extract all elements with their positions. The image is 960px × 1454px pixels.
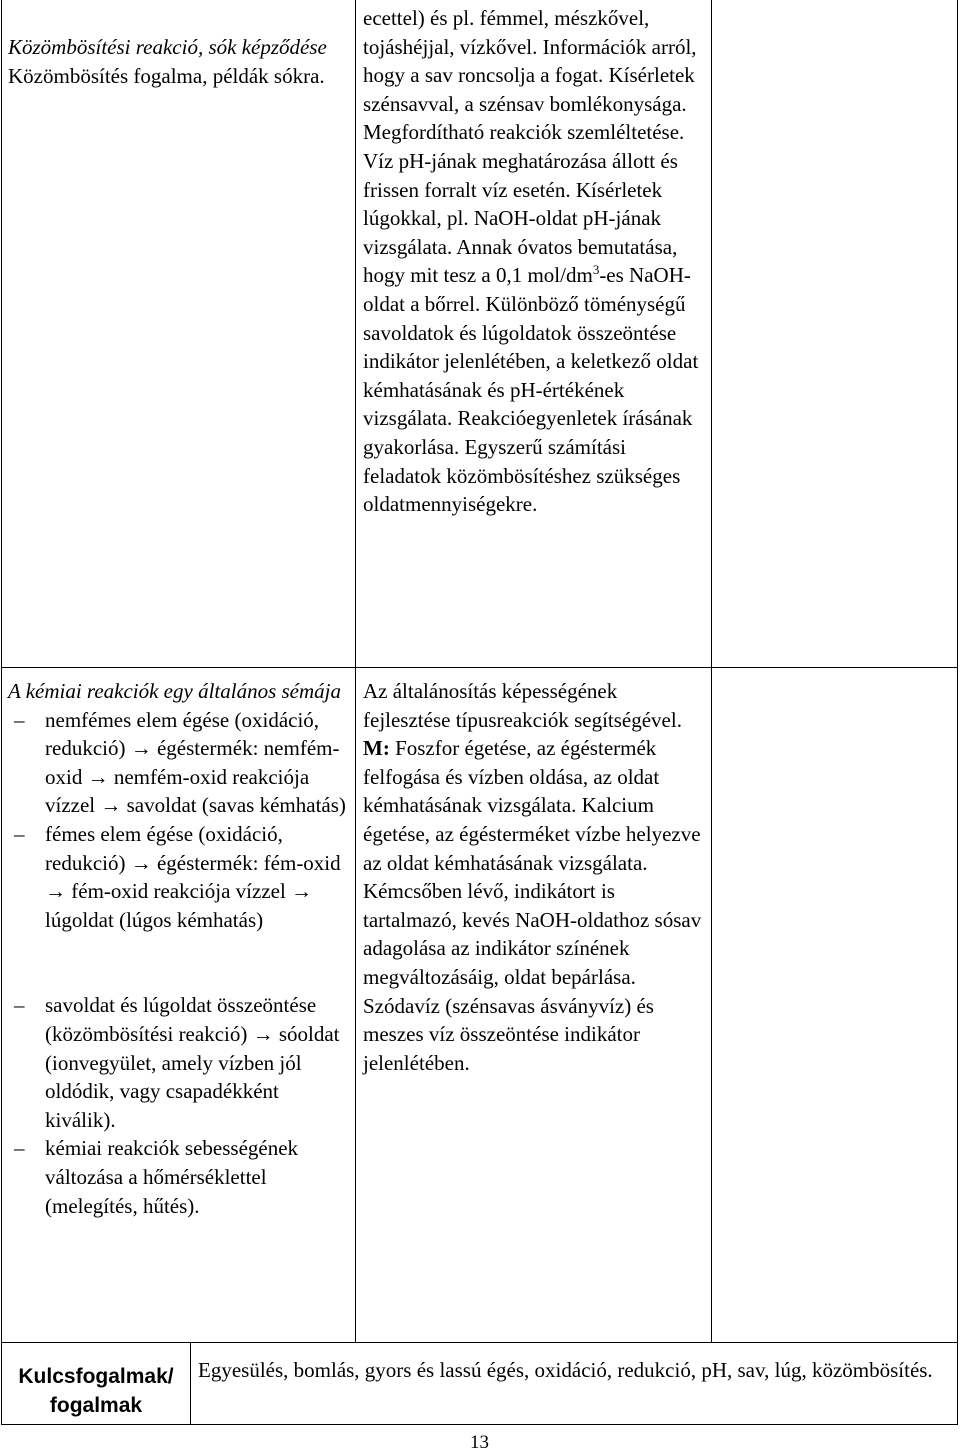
key-concepts-label: Kulcsfogalmak/ fogalmak — [18, 1365, 174, 1417]
key-concepts-text: Egyesülés, bomlás, gyors és lassú égés, oxidáció, redukció, pH, sav, lúg, közömbösítés. — [198, 1358, 933, 1382]
example-label: M: — [363, 736, 390, 761]
list-item: – savoldat és lúgoldat összeöntése (közömbösítési reakció) → sóoldat (ionvegyület, amely vízben jól oldódik, vagy csapadékként kiválik). — [14, 993, 340, 1132]
table-row-divider — [1, 1342, 958, 1343]
table-border-kulcs — [190, 1342, 191, 1424]
page-number: 13 — [470, 1432, 489, 1453]
activities-text: ecettel) és pl. fémmel, mészkővel, tojáshéjjal, vízkővel. Információk arról, hogy a sav roncsolja a fogat. Kísérletek szénsavval, a szénsav bomlékonysága. Megfordítható reakciók szemléltetése. Víz pH-jának meghatározása állott és frissen forralt víz esetén. Kísérletek lúgokkal, pl. NaOH-oldat pH-jának vizsgálata. Annak óvatos bemutatása, hogy mit tesz a 0,1 mol/dm — [363, 6, 697, 288]
table-border-left — [1, 0, 2, 1424]
table-bottom-border — [1, 1424, 958, 1425]
topic-text: Közömbösítés fogalma, példák sókra. — [8, 63, 325, 88]
table-border-col2 — [711, 0, 712, 1342]
table-border-col1 — [355, 0, 356, 1342]
generalization-cell — [363, 677, 707, 1077]
superscript: 3 — [592, 262, 600, 278]
list-item: – nemfémes elem égése (oxidáció, redukció) → égéstermék: nemfém-oxid → nemfém-oxid reakciója vízzel → savoldat (savas kémhatás) — [14, 707, 346, 818]
topic-title: Közömbösítési reakció, sók képződése — [8, 35, 327, 59]
dash-bullet: – — [14, 1136, 25, 1161]
dash-bullet: – — [14, 993, 25, 1018]
table-row-divider — [1, 667, 958, 668]
example-text: Foszfor égetése, az égéstermék felfogása és vízben oldása, az oldat kémhatásának vizsgálata. Kalcium égetése, az égésterméket vízbe helyezve az oldat kémhatásának vizsgálata. Kémcsőben lévő, indikátort is tartalmazó, kevés NaOH-oldathoz sósav adagolása az indikátor színének megváltozásáig, oldat bepárlása. Szódavíz (szénsavas ásványvíz) és meszes víz összeöntése indikátor jelenlétében. — [363, 736, 702, 1075]
generalization-intro: Az általánosítás képességének fejlesztése típusreakciók segítségével. — [363, 679, 682, 732]
dash-bullet: – — [14, 707, 25, 732]
list-item: – kémiai reakciók sebességének változása a hőmérséklettel (melegítés, hűtés). — [14, 1136, 299, 1218]
dash-bullet: – — [14, 821, 25, 846]
scheme-title: A kémiai reakciók egy általános sémája — [8, 679, 341, 703]
list-item: – fémes elem égése (oxidáció, redukció) → égéstermék: fém-oxid → fém-oxid reakciója vízzel → lúgoldat (lúgos kémhatás) — [14, 821, 341, 932]
table-border-right — [957, 0, 958, 1424]
activities-cell — [363, 4, 707, 519]
reaction-scheme-cell — [8, 677, 348, 1220]
activities-text-cont: -es NaOH-oldat a bőrrel. Különböző töménységű savoldatok és lúgoldatok összeöntése indikátor jelenlétében, a keletkező oldat kémhatásának és pH-értékének vizsgálata. Reakcióegyenletek írásának gyakorlása. Egyszerű számítási feladatok közömbösítéshez szükséges oldatmennyiségekre. — [363, 263, 699, 517]
topic-cell — [8, 33, 348, 90]
